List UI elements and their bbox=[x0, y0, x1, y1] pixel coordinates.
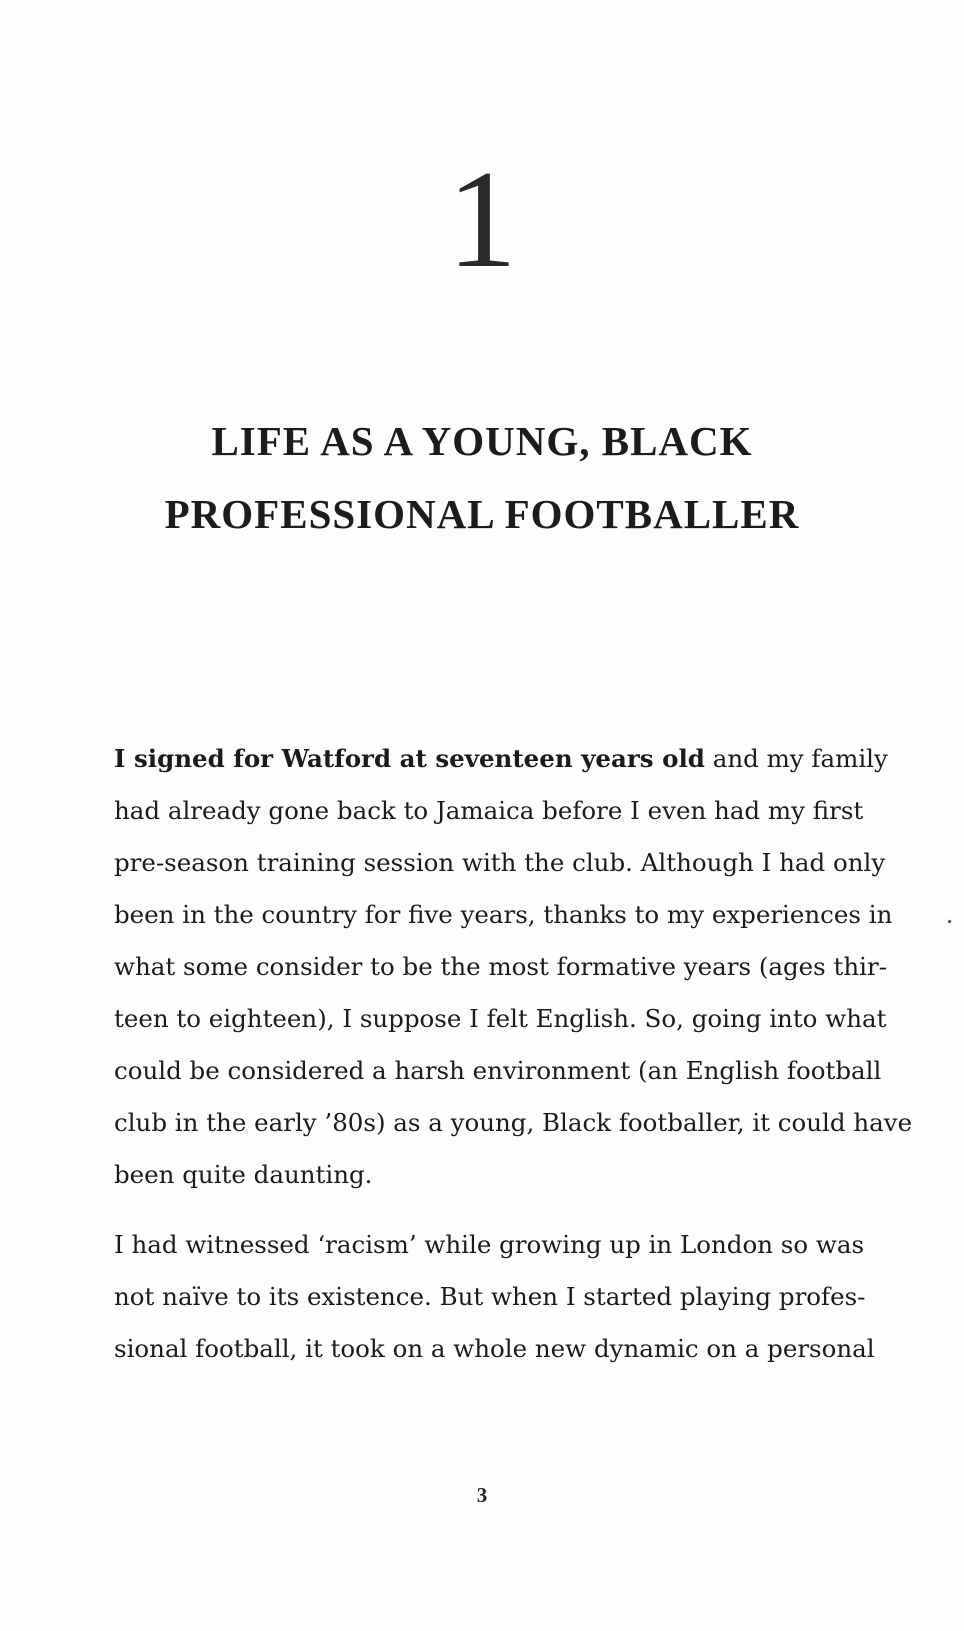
paragraph-line: teen to eighteen), I suppose I felt English. So, going into what bbox=[114, 1004, 887, 1033]
chapter-title bbox=[0, 405, 964, 551]
page-number: 3 bbox=[476, 1483, 488, 1507]
paragraph-line: not naïve to its existence. But when I started playing profes- bbox=[114, 1282, 866, 1311]
paragraph-line: had already gone back to Jamaica before I even had my first bbox=[114, 796, 864, 825]
paragraph-line: sional football, it took on a whole new dynamic on a personal bbox=[114, 1334, 875, 1363]
lead-in-text: I signed for Watford at seventeen years old bbox=[114, 744, 705, 773]
paragraph-line: club in the early ’80s) as a young, Black footballer, it could have bbox=[114, 1108, 913, 1137]
paragraph-line: I had witnessed ‘racism’ while growing up in London so was bbox=[114, 1230, 865, 1259]
chapter-title-line: PROFESSIONAL FOOTBALLER bbox=[164, 491, 800, 537]
paragraph-line: pre-season training session with the club. Although I had only bbox=[114, 848, 886, 877]
margin-mark bbox=[947, 919, 951, 923]
chapter-title-line: LIFE AS A YOUNG, BLACK bbox=[211, 418, 753, 464]
paragraph-line bbox=[114, 733, 888, 785]
paragraph-line: been quite daunting. bbox=[114, 1160, 373, 1189]
paragraph-line: been in the country for five years, thanks to my experiences in bbox=[114, 900, 893, 929]
paragraph-line-text: and my family bbox=[704, 744, 888, 773]
paragraph-1 bbox=[114, 733, 913, 1201]
paragraph-2 bbox=[114, 1219, 875, 1375]
body-text bbox=[114, 733, 913, 1375]
paragraph-line: what some consider to be the most formative years (ages thir- bbox=[114, 952, 887, 981]
paragraph-line: could be considered a harsh environment (an English football bbox=[114, 1056, 882, 1085]
chapter-number: 1 bbox=[447, 142, 517, 297]
